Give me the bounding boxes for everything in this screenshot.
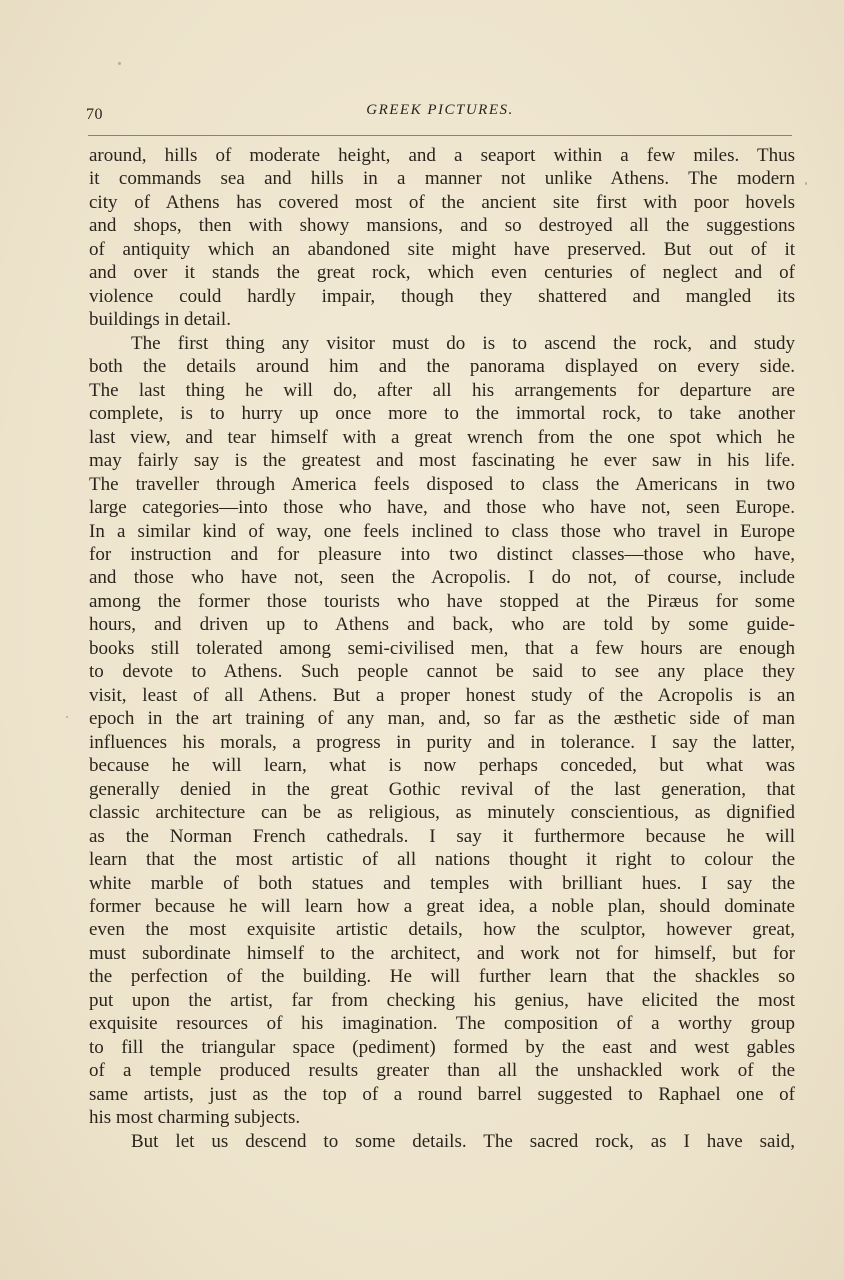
text-line: violence could hardly impair, though they shattered and mangled its bbox=[89, 285, 795, 307]
paper-speck bbox=[66, 716, 68, 718]
text-line: must subordinate himself to the architect, and work not for himself, but for bbox=[89, 942, 795, 964]
text-line: for instruction and for pleasure into two distinct classes—those who have, bbox=[89, 543, 795, 565]
text-line: buildings in detail. bbox=[89, 309, 231, 331]
text-line: city of Athens has covered most of the ancient site first with poor hovels bbox=[89, 191, 795, 213]
paper-speck bbox=[118, 62, 121, 65]
text-line: of a temple produced results greater than all the unshackled work of the bbox=[89, 1060, 795, 1082]
text-line: exquisite resources of his imagination. The composition of a worthy group bbox=[89, 1013, 795, 1035]
text-line: even the most exquisite artistic details, how the sculptor, however great, bbox=[89, 919, 795, 941]
text-line: books still tolerated among semi-civilised men, that a few hours are enough bbox=[89, 637, 795, 659]
text-line: influences his morals, a progress in purity and in tolerance. I say the latter, bbox=[89, 731, 795, 753]
text-line: may fairly say is the greatest and most fascinating he ever saw in his life. bbox=[89, 450, 795, 472]
text-line: among the former those tourists who have stopped at the Piræus for some bbox=[89, 590, 795, 612]
text-line: But let us descend to some details. The sacred rock, as I have said, bbox=[131, 1130, 795, 1152]
text-line: The first thing any visitor must do is to ascend the rock, and study bbox=[131, 332, 795, 354]
text-line: large categories—into those who have, and those who have not, seen Europe. bbox=[89, 497, 795, 519]
text-line: the perfection of the building. He will further learn that the shackles so bbox=[89, 966, 795, 988]
paper-speck bbox=[805, 182, 807, 185]
text-line: visit, least of all Athens. But a proper honest study of the Acropolis is an bbox=[89, 684, 795, 706]
text-line: both the details around him and the panorama displayed on every side. bbox=[89, 356, 795, 378]
header-rule bbox=[88, 135, 792, 136]
text-line: and over it stands the great rock, which even centuries of neglect and of bbox=[89, 262, 795, 284]
text-line: and those who have not, seen the Acropolis. I do not, of course, include bbox=[89, 567, 795, 589]
text-line: last view, and tear himself with a great wrench from the one spot which he bbox=[89, 426, 795, 448]
text-line: put upon the artist, far from checking his genius, have elicited the most bbox=[89, 989, 795, 1011]
text-line: In a similar kind of way, one feels inclined to class those who travel in Europe bbox=[89, 520, 795, 542]
text-line: as the Norman French cathedrals. I say it furthermore because he will bbox=[89, 825, 795, 847]
text-line: to devote to Athens. Such people cannot be said to see any place they bbox=[89, 661, 795, 683]
running-head: GREEK PICTURES. bbox=[366, 102, 514, 118]
body-text bbox=[89, 144, 795, 1153]
text-line: The traveller through America feels disposed to class the Americans in two bbox=[89, 473, 795, 495]
text-line: generally denied in the great Gothic revival of the last generation, that bbox=[89, 778, 795, 800]
text-line: same artists, just as the top of a round barrel suggested to Raphael one of bbox=[89, 1083, 795, 1105]
text-line: hours, and driven up to Athens and back, who are told by some guide- bbox=[89, 614, 795, 636]
text-line: The last thing he will do, after all his arrangements for departure are bbox=[89, 379, 795, 401]
text-line: because he will learn, what is now perhaps conceded, but what was bbox=[89, 755, 795, 777]
text-line: complete, is to hurry up once more to the immortal rock, to take another bbox=[89, 403, 795, 425]
text-line: epoch in the art training of any man, and, so far as the æsthetic side of man bbox=[89, 708, 795, 730]
text-line: around, hills of moderate height, and a seaport within a few miles. Thus bbox=[89, 145, 795, 166]
text-line: and shops, then with showy mansions, and so destroyed all the suggestions bbox=[89, 215, 795, 237]
text-line: classic architecture can be as religious, as minutely conscientious, as dignified bbox=[89, 802, 795, 824]
text-line: his most charming subjects. bbox=[89, 1107, 301, 1129]
page-header bbox=[86, 100, 794, 130]
text-line: it commands sea and hills in a manner not unlike Athens. The modern bbox=[89, 168, 795, 190]
page-number: 70 bbox=[86, 106, 103, 123]
text-line: former because he will learn how a great idea, a noble plan, should dominate bbox=[89, 896, 795, 917]
text-line: learn that the most artistic of all nations thought it right to colour the bbox=[89, 849, 795, 871]
text-line: white marble of both statues and temples with brilliant hues. I say the bbox=[89, 872, 795, 894]
text-line: of antiquity which an abandoned site might have preserved. But out of it bbox=[89, 238, 795, 260]
text-line: to fill the triangular space (pediment) formed by the east and west gables bbox=[89, 1036, 795, 1058]
